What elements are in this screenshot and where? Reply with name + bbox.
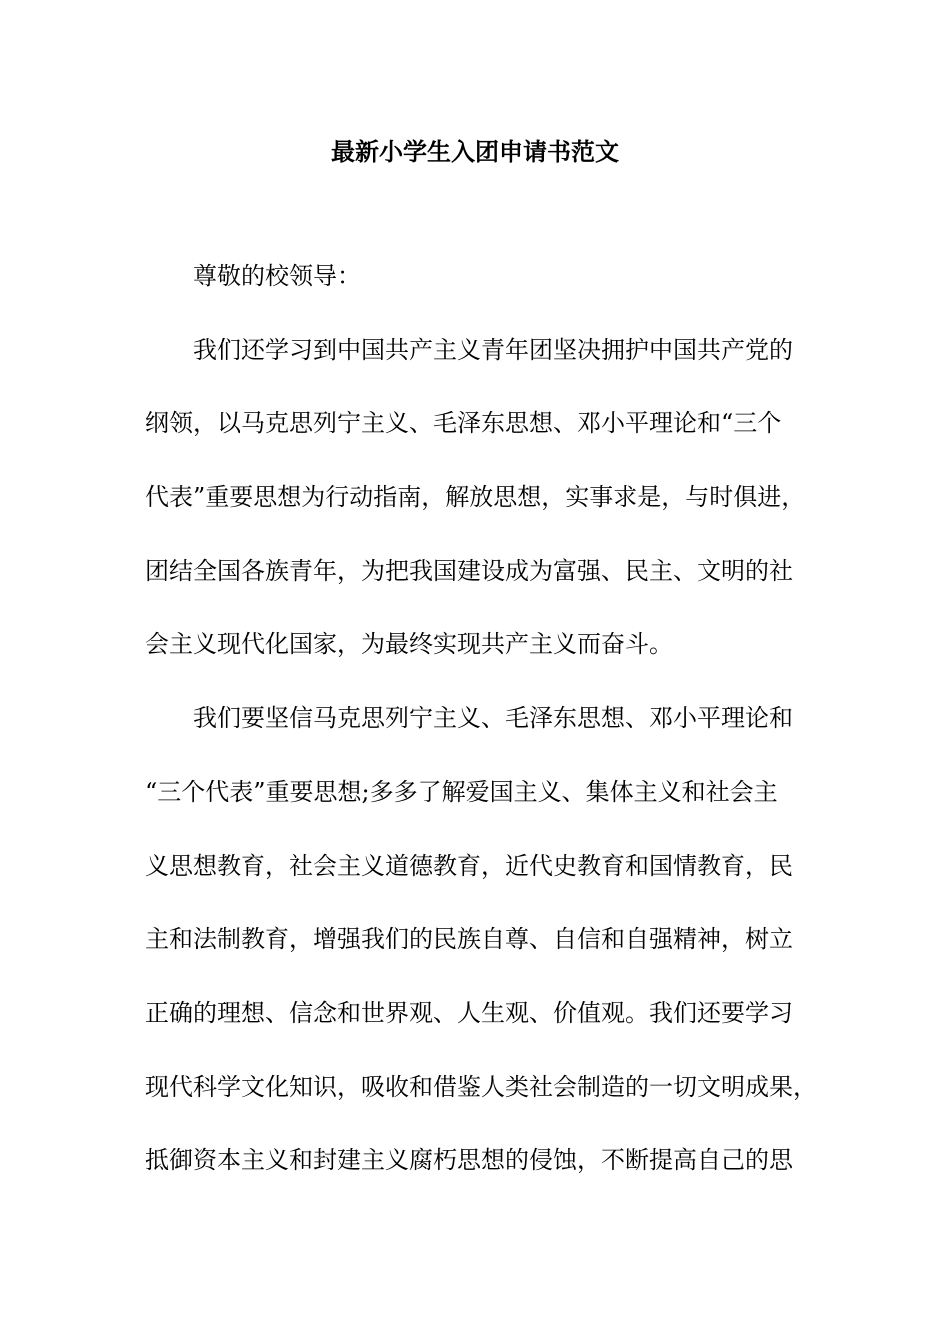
paragraph-line: 我们还学习到中国共产主义青年团坚决拥护中国共产党的 [193, 335, 793, 364]
paragraph-line: 代表”重要思想为行动指南，解放思想，实事求是，与时俱进， [145, 483, 806, 512]
paragraph-line: 主和法制教育，增强我们的民族自尊、自信和自强精神，树立 [145, 925, 793, 954]
paragraph-line: “三个代表”重要思想;多多了解爱国主义、集体主义和社会主 [145, 777, 778, 806]
paragraph-line: 抵御资本主义和封建主义腐朽思想的侵蚀，不断提高自己的思 [145, 1146, 793, 1175]
document-title: 最新小学生入团申请书范文 [331, 138, 619, 166]
document-body [145, 254, 835, 1212]
paragraph-line: 义思想教育，社会主义道德教育，近代史教育和国情教育，民 [145, 851, 793, 880]
paragraph-line: 团结全国各族青年，为把我国建设成为富强、民主、文明的社 [145, 556, 793, 585]
paragraph-line: 现代科学文化知识，吸收和借鉴人类社会制造的一切文明成果， [145, 1072, 817, 1101]
paragraph-line: 正确的理想、信念和世界观、人生观、价值观。我们还要学习 [145, 998, 793, 1027]
paragraph-line: 会主义现代化国家，为最终实现共产主义而奋斗。 [145, 630, 673, 659]
paragraph-line: 纲领，以马克思列宁主义、毛泽东思想、邓小平理论和“三个 [145, 409, 782, 438]
paragraph-line: 我们要坚信马克思列宁主义、毛泽东思想、邓小平理论和 [193, 704, 793, 733]
salutation: 尊敬的校领导： [193, 262, 361, 290]
